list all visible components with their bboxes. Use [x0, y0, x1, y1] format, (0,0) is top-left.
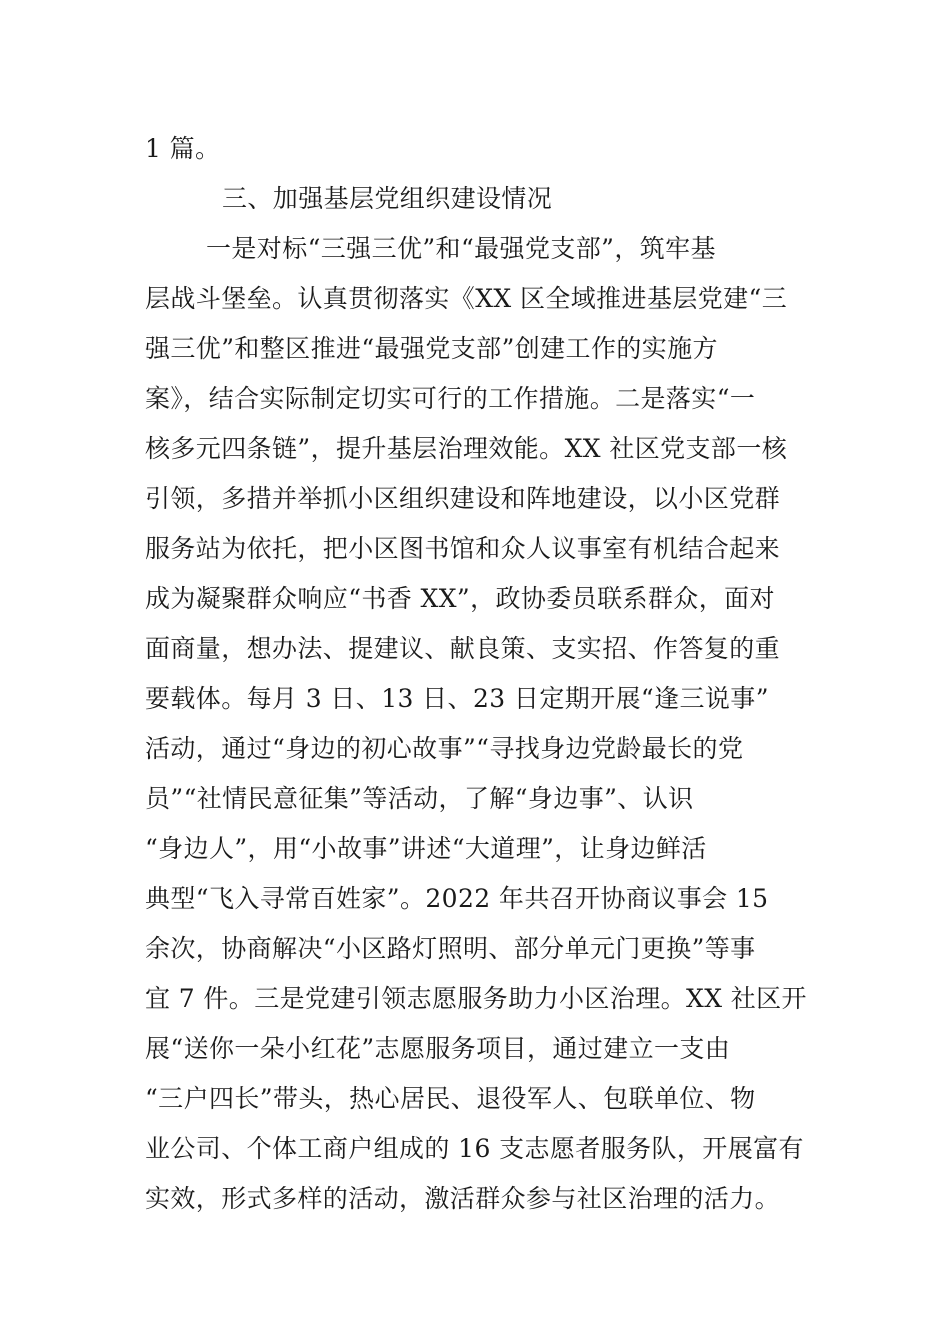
paragraph-line: 员”“社情民意征集”等活动，了解“身边事”、认识 [145, 784, 694, 813]
paragraph-line: 实效，形式多样的活动，激活群众参与社区治理的活力。 [145, 1184, 781, 1213]
paragraph-line: 展“送你一朵小红花”志愿服务项目，通过建立一支由 [145, 1034, 731, 1063]
paragraph-line: 强三优”和整区推进“最强党支部”创建工作的实施方 [145, 334, 718, 363]
paragraph-line: 层战斗堡垒。认真贯彻落实《XX 区全域推进基层党建“三 [145, 284, 788, 313]
paragraph-line: 典型“飞入寻常百姓家”。2022 年共召开协商议事会 15 [145, 884, 769, 913]
paragraph-line: 要载体。每月 3 日、13 日、23 日定期开展“逢三说事” [145, 684, 769, 713]
paragraph-line: 核多元四条链”，提升基层治理效能。XX 社区党支部一核 [145, 434, 788, 463]
paragraph-line: 业公司、个体工商户组成的 16 支志愿者服务队，开展富有 [145, 1134, 804, 1163]
paragraph-line: 案》，结合实际制定切实可行的工作措施。二是落实“一 [145, 384, 756, 413]
paragraph-line: 宜 7 件。三是党建引领志愿服务助力小区治理。XX 社区开 [145, 984, 807, 1013]
paragraph-line: 面商量，想办法、提建议、献良策、支实招、作答复的重 [145, 634, 781, 663]
paragraph-line: 活动，通过“身边的初心故事”“寻找身边党龄最长的党 [145, 734, 744, 763]
paragraph-line: 一是对标“三强三优”和“最强党支部”，筑牢基 [206, 234, 716, 263]
paragraph-line: “身边人”，用“小故事”讲述“大道理”，让身边鲜活 [145, 834, 707, 863]
paragraph-line: 引领，多措并举抓小区组织建设和阵地建设，以小区党群 [145, 484, 781, 513]
section-heading: 三、加强基层党组织建设情况 [222, 184, 553, 213]
paragraph-line: 余次，协商解决“小区路灯照明、部分单元门更换”等事 [145, 934, 756, 963]
paragraph-line: 1 篇。 [145, 134, 221, 163]
paragraph-line: “三户四长”带头，热心居民、退役军人、包联单位、物 [145, 1084, 756, 1113]
paragraph-line: 服务站为依托，把小区图书馆和众人议事室有机结合起来 [145, 534, 781, 563]
paragraph-line: 成为凝聚群众响应“书香 XX”，政协委员联系群众，面对 [145, 584, 775, 613]
